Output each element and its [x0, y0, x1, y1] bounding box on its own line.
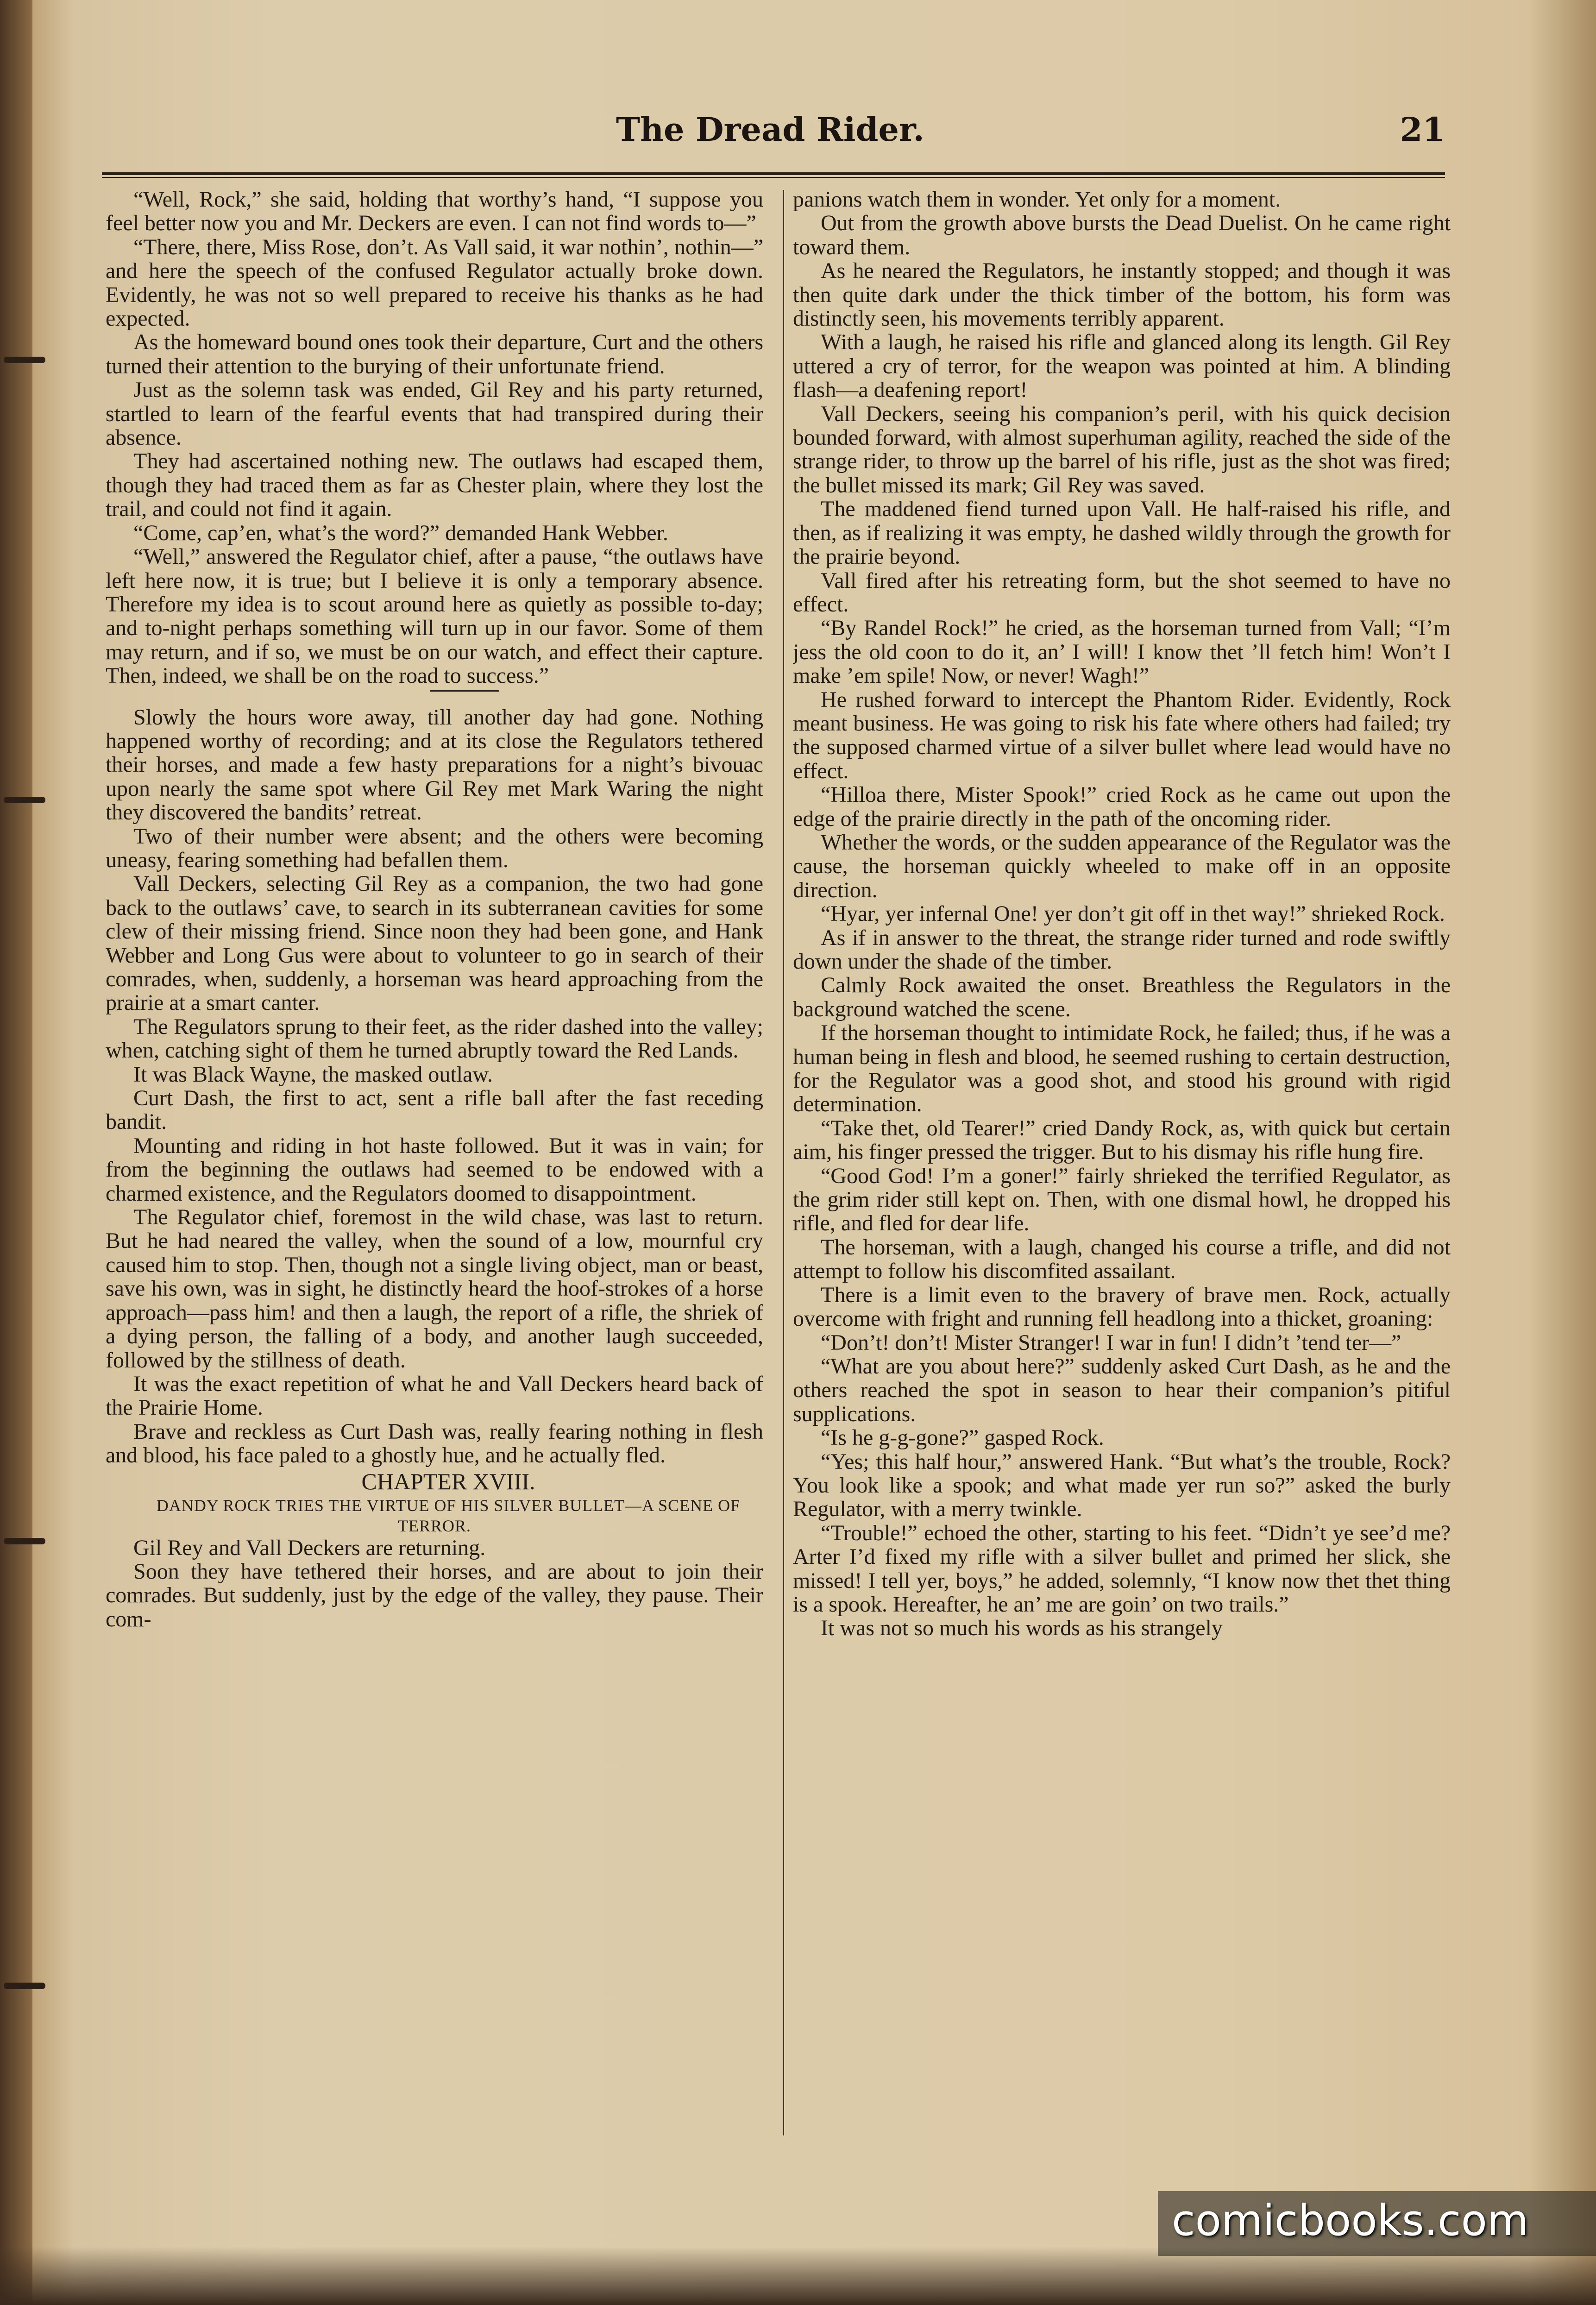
paragraph: It was the exact repetition of what he and Vall Deckers heard back of the Prairie Home.	[106, 1371, 763, 1420]
paragraph: “Yes; this half hour,” answered Hank. “But what’s the trouble, Rock? You look like a spook; and what made yer run so?” asked the burly Regulator, with a merry twinkle.	[793, 1449, 1451, 1522]
paragraph: As if in answer to the threat, the strange rider turned and rode swiftly down under the shade of the timber.	[793, 925, 1451, 974]
paragraph: Curt Dash, the first to act, sent a rifle ball after the fast receding bandit.	[106, 1086, 763, 1134]
paragraph: Two of their number were absent; and the others were becoming uneasy, fearing something had befallen them.	[106, 824, 763, 872]
paragraph: Out from the growth above bursts the Dead Duelist. On he came right toward them.	[793, 211, 1451, 259]
paragraph: The maddened fiend turned upon Vall. He half-raised his rifle, and then, as if realizing it was empty, he dashed wildly through the growth for the prairie beyond.	[793, 497, 1451, 569]
paragraph: The Regulators sprung to their feet, as the rider dashed into the valley; when, catching sight of them he turned abruptly toward the Red Lands.	[106, 1014, 763, 1063]
left-column	[106, 188, 763, 2147]
column-divider	[783, 190, 784, 2135]
paragraph: The horseman, with a laugh, changed his course a trifle, and did not attempt to follow his discomfited assailant.	[793, 1234, 1451, 1284]
running-header	[616, 110, 1445, 161]
paragraph: “Take thet, old Tearer!” cried Dandy Rock, as, with quick but certain aim, his finger pressed the trigger. But to his dismay his rifle hung fire.	[793, 1115, 1451, 1165]
paragraph: “Good God! I’m a goner!” fairly shrieked the terrified Regulator, as the grim rider still kept on. Then, with one dismal howl, he dropped his rifle, and fled for dear life.	[793, 1163, 1451, 1236]
paragraph: Whether the words, or the sudden appearance of the Regulator was the cause, the horseman quickly wheeled to make off in an opposite direction.	[793, 830, 1451, 902]
paragraph: If the horseman thought to intimidate Rock, he failed; thus, if he was a human being in flesh and blood, he seemed rushing to certain destruction, for the Regulator was a good shot, and stood his ground with rigid determination.	[793, 1020, 1451, 1117]
binding-stitch	[4, 797, 45, 803]
paragraph: “By Randel Rock!” he cried, as the horseman turned from Vall; “I’m jess the old coon to do it, an’ I will! I know thet ’ll fetch him! Won’t I make ’em spile! Now, or never! Wagh!”	[793, 616, 1451, 688]
binding-stitch	[4, 1538, 45, 1544]
paragraph: “Come, cap’en, what’s the word?” demanded Hank Webber.	[133, 520, 668, 545]
paragraph: “Don’t! don’t! Mister Stranger! I war in fun! I didn’t ’tend ter—”	[821, 1330, 1401, 1355]
chapter-heading: CHAPTER XVIII.	[361, 1468, 535, 1494]
paragraph: “Trouble!” echoed the other, starting to his feet. “Didn’t ye see’d me? Arter I’d fixed my rifle with a silver bullet and primed her slick, she missed! I tell yer, boys,” he added, solemnly, “I know now thet thet thing is a spook. Hereafter, he an’ me are goin’ on two trails.”	[793, 1520, 1451, 1617]
paragraph: “There, there, Miss Rose, don’t. As Vall said, it war nothin’, nothin—” and here the speech of the confused Regulator actually broke down. Evidently, he was not so well prepared to receive his thanks as he had expected.	[106, 234, 763, 331]
chapter-subtitle: DANDY ROCK TRIES THE VIRTUE OF HIS SILVER BULLET—A SCENE OF TERROR.	[156, 1496, 741, 1535]
header-rule-thin	[102, 177, 1445, 178]
paragraph: Just as the solemn task was ended, Gil Rey and his party returned, startled to learn of the fearful events that had transpired during their absence.	[106, 378, 763, 450]
watermark: comicbooks.com	[1172, 2196, 1529, 2245]
paragraph: Slowly the hours wore away, till another day had gone. Nothing happened worthy of recording; and at its close the Regulators tethered their horses, and made a few hasty preparations for a night’s bivouac upon nearly the same spot where Gil Rey met Mark Waring the night they discovered the bandits’ retreat.	[106, 705, 763, 825]
paragraph: It was Black Wayne, the masked outlaw.	[133, 1062, 493, 1087]
binding-stitch	[4, 357, 45, 363]
running-title: The Dread Rider.	[616, 110, 924, 149]
paragraph: “Well,” answered the Regulator chief, after a pause, “the outlaws have left here now, it is true; but I believe it is only a temporary absence. Therefore my idea is to scout around here as quietly as possible to-day; and to-night perhaps something will turn up in our favor. Some of them may return, and if so, we must be on our watch, and effect their capture. Then, indeed, we shall be on the road to success.”	[106, 544, 763, 688]
binding-stitch	[4, 1983, 45, 1989]
paragraph: “What are you about here?” suddenly asked Curt Dash, as he and the others reached the spot in season to hear their companion’s pitiful supplications.	[793, 1354, 1451, 1426]
paragraph: “Hilloa there, Mister Spook!” cried Rock as he came out upon the edge of the prairie directly in the path of the oncoming rider.	[793, 782, 1451, 831]
paragraph: He rushed forward to intercept the Phantom Rider. Evidently, Rock meant business. He was going to risk his fate where others had failed; try the supposed charmed virtue of a silver bullet where lead would have no effect.	[793, 687, 1451, 783]
paragraph: As he neared the Regulators, he instantly stopped; and though it was then quite dark under the thick timber of the bottom, his form was distinctly seen, his movements terribly apparent.	[793, 258, 1451, 331]
paragraph: Calmly Rock awaited the onset. Breathless the Regulators in the background watched the scene.	[793, 973, 1451, 1021]
paragraph: With a laugh, he raised his rifle and glanced along its length. Gil Rey uttered a cry of terror, for the weapon was pointed at him. A blinding flash—a deafening report!	[793, 330, 1451, 403]
paragraph: Vall Deckers, seeing his companion’s peril, with his quick decision bounded forward, with almost superhuman agility, reached the side of the strange rider, to throw up the barrel of his rifle, just as the shot was fired; the bullet missed its mark; Gil Rey was saved.	[793, 401, 1451, 498]
paragraph: As the homeward bound ones took their departure, Curt and the others turned their attention to the burying of their unfortunate friend.	[106, 330, 763, 378]
paragraph: There is a limit even to the bravery of brave men. Rock, actually overcome with fright and running fell headlong into a thicket, groaning:	[793, 1282, 1451, 1331]
paragraph: Mounting and riding in hot haste followed. But it was in vain; for from the beginning the outlaws had seemed to be endowed with a charmed existence, and the Regulators doomed to disappointment.	[106, 1133, 763, 1206]
paragraph: The Regulator chief, foremost in the wild chase, was last to return. But he had neared the valley, when the sound of a low, mournful cry caused him to stop. Then, though not a single living object, man or beast, save his own, was in sight, he distinctly heard the hoof-strokes of a horse approach—pass him! and then a laugh, the report of a rifle, the shriek of a dying person, the falling of a body, and another laugh succeeded, followed by the stillness of death.	[106, 1205, 763, 1373]
section-separator	[430, 690, 499, 692]
paragraph: They had ascertained nothing new. The outlaws had escaped them, though they had traced them as far as Chester plain, where they lost the trail, and could not find it again.	[106, 449, 763, 522]
paragraph: Brave and reckless as Curt Dash was, really fearing nothing in flesh and blood, his face paled to a ghostly hue, and he actually fled.	[106, 1419, 763, 1468]
paragraph: panions watch them in wonder. Yet only for a moment.	[793, 188, 1281, 212]
paragraph: Vall Deckers, selecting Gil Rey as a companion, the two had gone back to the outlaws’ cave, to search in its subterranean cavities for some clew of their missing friend. Since noon they had been gone, and Hank Webber and Long Gus were about to volunteer to go in search of their comrades, when, suddenly, a horseman was heard approaching from the prairie at a smart canter.	[106, 871, 763, 1015]
paragraph: “Well, Rock,” she said, holding that worthy’s hand, “I suppose you feel better now you and Mr. Deckers are even. I can not find words to—”	[106, 188, 763, 236]
header-rule	[102, 172, 1445, 175]
paragraph: Vall fired after his retreating form, but the shot seemed to have no effect.	[793, 568, 1451, 617]
paragraph: Soon they have tethered their horses, and are about to join their comrades. But suddenly, just by the edge of the valley, they pause. Their com-	[106, 1559, 763, 1631]
right-column	[793, 188, 1451, 2147]
page-number: 21	[1400, 110, 1445, 149]
paragraph: Gil Rey and Vall Deckers are returning.	[133, 1535, 486, 1560]
paragraph: “Hyar, yer infernal One! yer don’t git off in thet way!” shrieked Rock.	[821, 901, 1445, 926]
paragraph: It was not so much his words as his strangely	[821, 1616, 1223, 1641]
paragraph: “Is he g-g-gone?” gasped Rock.	[821, 1425, 1104, 1450]
